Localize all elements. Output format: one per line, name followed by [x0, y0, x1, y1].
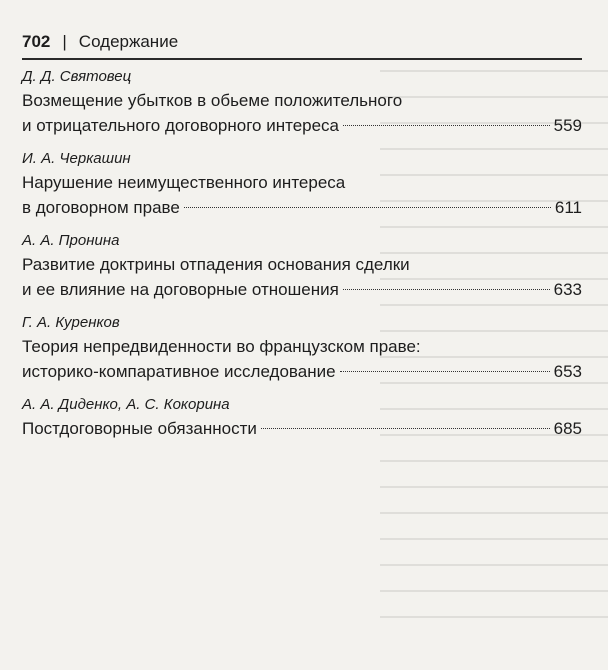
entry-title-line: Возмещение убытков в обьеме положительного	[22, 91, 403, 110]
entry-last-line	[22, 113, 582, 138]
toc-entry[interactable]	[22, 148, 582, 220]
dot-leader	[184, 207, 551, 208]
header-rule	[22, 58, 582, 60]
entry-author: Д. Д. Святовец	[22, 68, 132, 85]
entry-title-line: историко-компаративное исследование	[22, 362, 336, 381]
entry-title-line: Развитие доктрины отпадения основания сделки	[22, 255, 410, 274]
toc-entry[interactable]	[22, 394, 582, 441]
entry-title-line: Нарушение неимущественного интереса	[22, 173, 346, 192]
entry-page-number[interactable]: 653	[553, 362, 582, 381]
toc-entry[interactable]	[22, 230, 582, 302]
entry-author: А. А. Диденко, А. С. Кокорина	[22, 396, 230, 413]
entry-title-line: и ее влияние на договорные отношения	[22, 280, 339, 299]
entry-author: Г. А. Куренков	[22, 314, 120, 331]
entry-title-line: Теория непредвиденности во французском праве:	[22, 337, 421, 356]
section-title: Содержание	[78, 32, 179, 51]
entry-last-line	[22, 195, 582, 220]
entry-page-number[interactable]: 685	[553, 419, 582, 438]
entry-author: А. А. Пронина	[22, 232, 120, 249]
toc-entry[interactable]	[22, 66, 582, 138]
entry-title-line: и отрицательного договорного интереса	[22, 116, 340, 135]
entry-last-line	[22, 277, 582, 302]
dot-leader	[261, 428, 550, 429]
entry-title-line: Постдоговорные обязанности	[22, 419, 257, 438]
entry-author: И. А. Черкашин	[22, 150, 131, 167]
entry-page-number[interactable]: 611	[554, 198, 582, 217]
entry-last-line	[22, 359, 582, 384]
toc-entry[interactable]	[22, 312, 582, 384]
toc-entries	[22, 62, 582, 451]
header-separator: |	[62, 32, 67, 51]
dot-leader	[340, 371, 550, 372]
entry-page-number[interactable]: 633	[553, 280, 582, 299]
running-head	[22, 30, 178, 54]
entry-last-line	[22, 416, 582, 441]
entry-title-line: в договорном праве	[22, 198, 180, 217]
page-number: 702	[22, 32, 51, 51]
dot-leader	[343, 125, 550, 126]
entry-page-number[interactable]: 559	[553, 116, 582, 135]
dot-leader	[343, 289, 550, 290]
